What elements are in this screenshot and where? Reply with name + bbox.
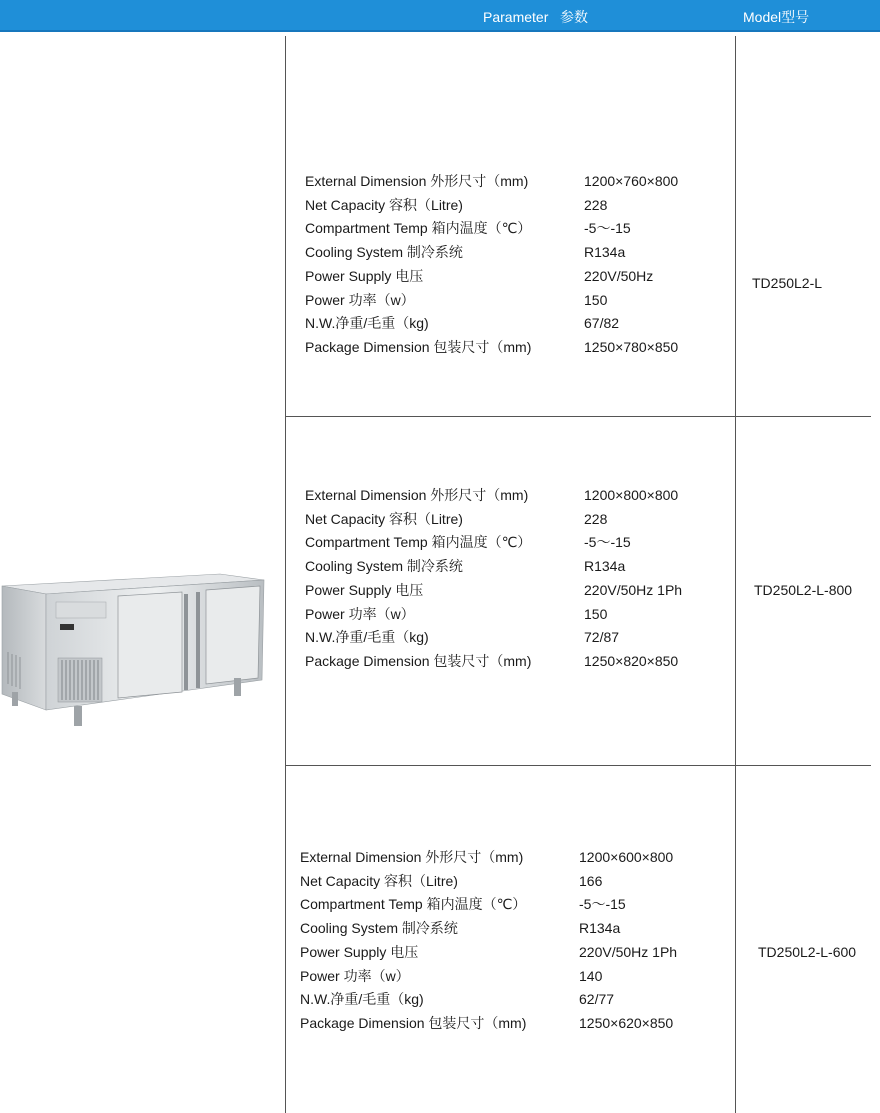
spec-row bbox=[305, 626, 682, 650]
spec-value: 140 bbox=[579, 967, 603, 984]
spec-value: 1250×780×850 bbox=[584, 338, 679, 355]
spec-list bbox=[305, 170, 678, 360]
spec-label: Power 功率（w） bbox=[305, 291, 415, 308]
model-heading: Model型号 bbox=[743, 9, 810, 25]
spec-value: R134a bbox=[579, 920, 621, 937]
spec-value: 1200×600×800 bbox=[579, 849, 674, 865]
spec-value: R134a bbox=[584, 244, 626, 261]
spec-value: 1200×760×800 bbox=[584, 173, 679, 189]
spec-row bbox=[300, 941, 677, 965]
spec-value: 1250×620×850 bbox=[579, 1014, 674, 1031]
spec-row bbox=[305, 603, 682, 627]
spec-value: 62/77 bbox=[579, 991, 615, 1008]
spec-label: Net Capacity 容积（Litre) bbox=[305, 196, 463, 213]
spec-label: Power 功率（w） bbox=[300, 967, 410, 984]
spec-label: Power Supply 电压 bbox=[305, 581, 424, 598]
table-header bbox=[0, 0, 880, 32]
spec-label: External Dimension 外形尺寸（mm) bbox=[305, 173, 529, 189]
spec-label: Net Capacity 容积（Litre) bbox=[305, 510, 463, 527]
model-number: TD250L2-L-600 bbox=[758, 944, 857, 960]
spec-label: Compartment Temp 箱内温度（℃） bbox=[305, 534, 532, 551]
spec-value: 72/87 bbox=[584, 629, 620, 646]
spec-row bbox=[305, 217, 678, 241]
spec-value: 166 bbox=[579, 872, 603, 889]
spec-value: 220V/50Hz 1Ph bbox=[579, 943, 678, 960]
spec-row bbox=[300, 917, 677, 941]
spec-row bbox=[305, 484, 682, 508]
spec-row bbox=[305, 555, 682, 579]
spec-label: Package Dimension 包装尺寸（mm) bbox=[305, 338, 532, 355]
spec-label: Net Capacity 容积（Litre) bbox=[300, 872, 458, 889]
spec-row bbox=[300, 846, 677, 870]
spec-row bbox=[305, 265, 678, 289]
spec-value: 220V/50Hz 1Ph bbox=[584, 581, 683, 598]
spec-label: Power 功率（w） bbox=[305, 605, 415, 622]
model-number: TD250L2-L bbox=[752, 275, 823, 291]
spec-value: 1250×820×850 bbox=[584, 652, 679, 669]
spec-label: Power Supply 电压 bbox=[300, 943, 419, 960]
spec-value: 150 bbox=[584, 291, 608, 308]
spec-label: Cooling System 制冷系统 bbox=[305, 558, 463, 575]
column-divider-right bbox=[735, 36, 736, 1113]
spec-row bbox=[305, 170, 678, 194]
undercounter-freezer-image bbox=[0, 572, 266, 732]
spec-row bbox=[305, 650, 682, 674]
spec-value: 67/82 bbox=[584, 315, 620, 332]
spec-row bbox=[305, 312, 678, 336]
spec-row bbox=[305, 241, 678, 265]
spec-row bbox=[305, 336, 678, 360]
spec-label: Package Dimension 包装尺寸（mm) bbox=[305, 652, 532, 669]
spec-row bbox=[300, 988, 677, 1012]
spec-label: External Dimension 外形尺寸（mm) bbox=[300, 849, 524, 865]
spec-row bbox=[305, 289, 678, 313]
spec-label: Cooling System 制冷系统 bbox=[305, 244, 463, 261]
spec-label: N.W.净重/毛重（kg) bbox=[305, 315, 429, 332]
spec-row bbox=[305, 194, 678, 218]
spec-label: Package Dimension 包装尺寸（mm) bbox=[300, 1014, 527, 1031]
spec-row bbox=[300, 1012, 677, 1036]
parameter-heading: Parameter 参数 bbox=[483, 9, 589, 25]
spec-label: Power Supply 电压 bbox=[305, 267, 424, 284]
column-divider-left bbox=[285, 36, 286, 1113]
spec-label: Compartment Temp 箱内温度（℃） bbox=[305, 220, 532, 237]
spec-label: Cooling System 制冷系统 bbox=[300, 920, 458, 937]
spec-label: N.W.净重/毛重（kg) bbox=[305, 629, 429, 646]
spec-list bbox=[300, 846, 677, 1036]
spec-value: -5～-15 bbox=[579, 896, 626, 913]
spec-row bbox=[305, 531, 682, 555]
row-divider-1 bbox=[285, 416, 871, 417]
spec-value: 228 bbox=[584, 510, 608, 527]
spec-row bbox=[300, 870, 677, 894]
spec-list bbox=[305, 484, 682, 674]
spec-label: External Dimension 外形尺寸（mm) bbox=[305, 487, 529, 503]
spec-value: 1200×800×800 bbox=[584, 487, 679, 503]
spec-value: 220V/50Hz bbox=[584, 267, 654, 284]
spec-label: N.W.净重/毛重（kg) bbox=[300, 991, 424, 1008]
spec-row bbox=[305, 508, 682, 532]
spec-row bbox=[300, 893, 677, 917]
spec-row bbox=[300, 965, 677, 989]
spec-value: -5～-15 bbox=[584, 220, 631, 237]
spec-label: Compartment Temp 箱内温度（℃） bbox=[300, 896, 527, 913]
spec-value: 228 bbox=[584, 196, 608, 213]
spec-row bbox=[305, 579, 682, 603]
spec-value: 150 bbox=[584, 605, 608, 622]
row-divider-2 bbox=[285, 765, 871, 766]
spec-value: -5～-15 bbox=[584, 534, 631, 551]
model-number: TD250L2-L-800 bbox=[754, 582, 853, 598]
spec-value: R134a bbox=[584, 558, 626, 575]
